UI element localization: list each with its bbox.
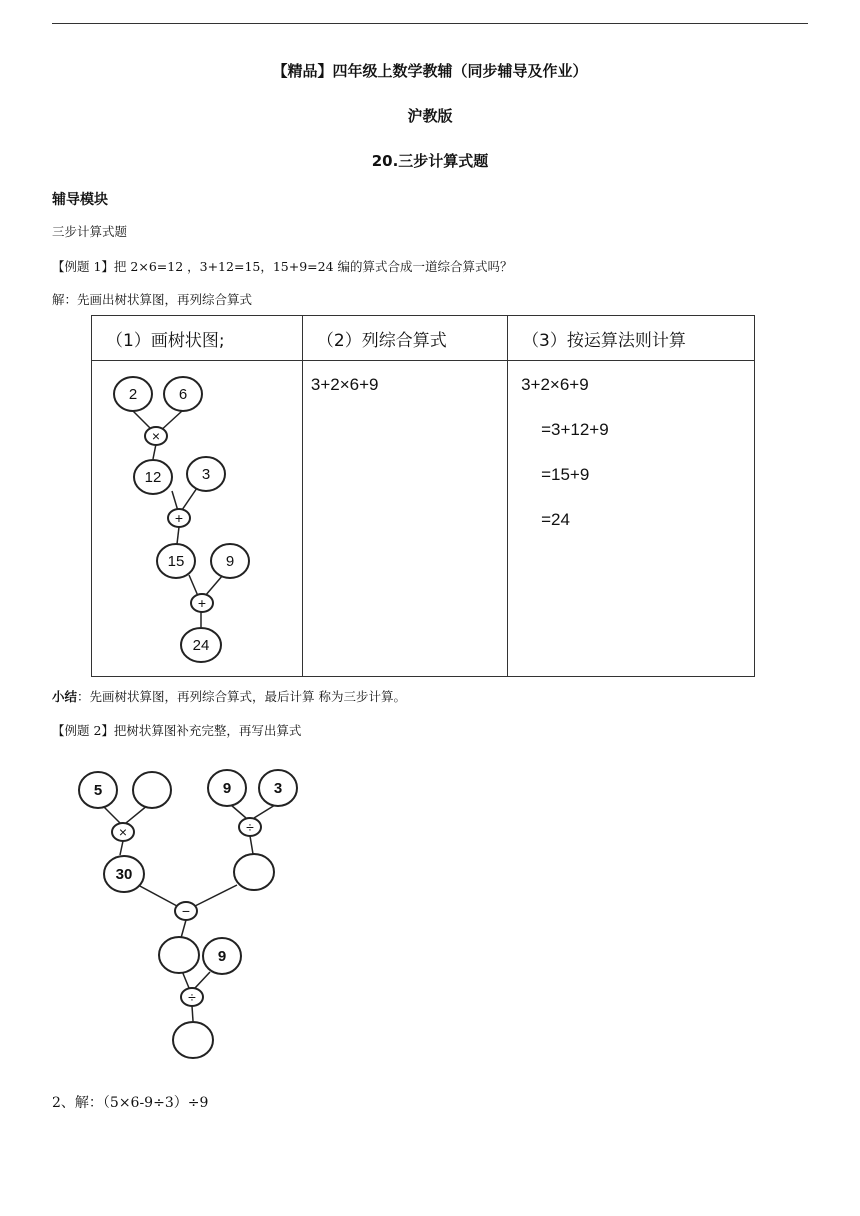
ex2-op-divide-1: ÷ xyxy=(246,819,254,835)
tree-node-12: 12 xyxy=(144,469,162,486)
calc-step-3: =15+9 xyxy=(541,465,590,484)
ex2-node-9: 9 xyxy=(222,780,232,797)
tree-op-multiply: × xyxy=(151,428,161,444)
ex2-node-5: 5 xyxy=(93,782,103,799)
example1-prompt: 【例题 1】把 2×6=12 ，3+12=15，15+9=24 编的算式合成一道综合算式吗？ xyxy=(52,259,513,274)
example1-table xyxy=(91,315,755,677)
summary-label: 小结 xyxy=(52,689,78,704)
example1-solution-intro: 解：先画出树状算图，再列综合算式 xyxy=(52,292,253,307)
ex2-node-3: 3 xyxy=(273,780,283,797)
lesson-title: 20.三步计算式题 xyxy=(371,152,489,170)
formula-cell xyxy=(302,361,507,677)
summary-line xyxy=(52,687,406,705)
edition-label: 沪教版 xyxy=(407,107,453,125)
tree-node-15: 15 xyxy=(167,553,185,570)
ex2-node-9b: 9 xyxy=(217,948,227,965)
combined-formula: 3+2×6+9 xyxy=(310,375,379,394)
table-header-tree: （1）画树状图; xyxy=(92,316,303,361)
example1-tree-diagram xyxy=(92,361,288,676)
tree-op-plus-2: + xyxy=(197,595,207,611)
tree-node-3: 3 xyxy=(201,466,211,483)
tree-node-24: 24 xyxy=(192,637,210,654)
answer-line: 2、解：（5×6-9÷3）÷9 xyxy=(52,1095,209,1111)
table-body-row xyxy=(92,361,755,677)
calc-step-2: =3+12+9 xyxy=(541,420,609,439)
tree-cell xyxy=(92,361,303,677)
topic-line: 三步计算式题 xyxy=(52,224,128,239)
summary-text: ：先画树状算图，再列综合算式，最后计算 称为三步计算。 xyxy=(77,689,406,704)
calc-step-1: 3+2×6+9 xyxy=(521,375,589,394)
module-heading: 辅导模块 xyxy=(52,192,108,208)
table-header-calc: （3）按运算法则计算 xyxy=(508,316,755,361)
document-title: 【精品】四年级上数学教辅（同步辅导及作业） xyxy=(272,62,588,80)
tree-node-9: 9 xyxy=(225,553,235,570)
table-header-row xyxy=(92,316,755,361)
ex2-op-multiply: × xyxy=(118,824,128,840)
tree-op-plus-1: + xyxy=(174,510,184,526)
tree-node-2: 2 xyxy=(128,386,138,403)
tree-node-6: 6 xyxy=(178,386,188,403)
header-rule xyxy=(52,23,808,24)
example2-tree-diagram xyxy=(60,760,320,1060)
calc-cell xyxy=(508,361,755,677)
ex2-op-divide-2: ÷ xyxy=(188,989,196,1005)
calc-step-4: =24 xyxy=(541,510,570,529)
ex2-op-minus: − xyxy=(181,903,191,919)
ex2-node-30: 30 xyxy=(115,866,133,883)
example2-prompt: 【例题 2】把树状算图补充完整，再写出算式 xyxy=(52,723,302,738)
table-header-formula: （2）列综合算式 xyxy=(302,316,507,361)
